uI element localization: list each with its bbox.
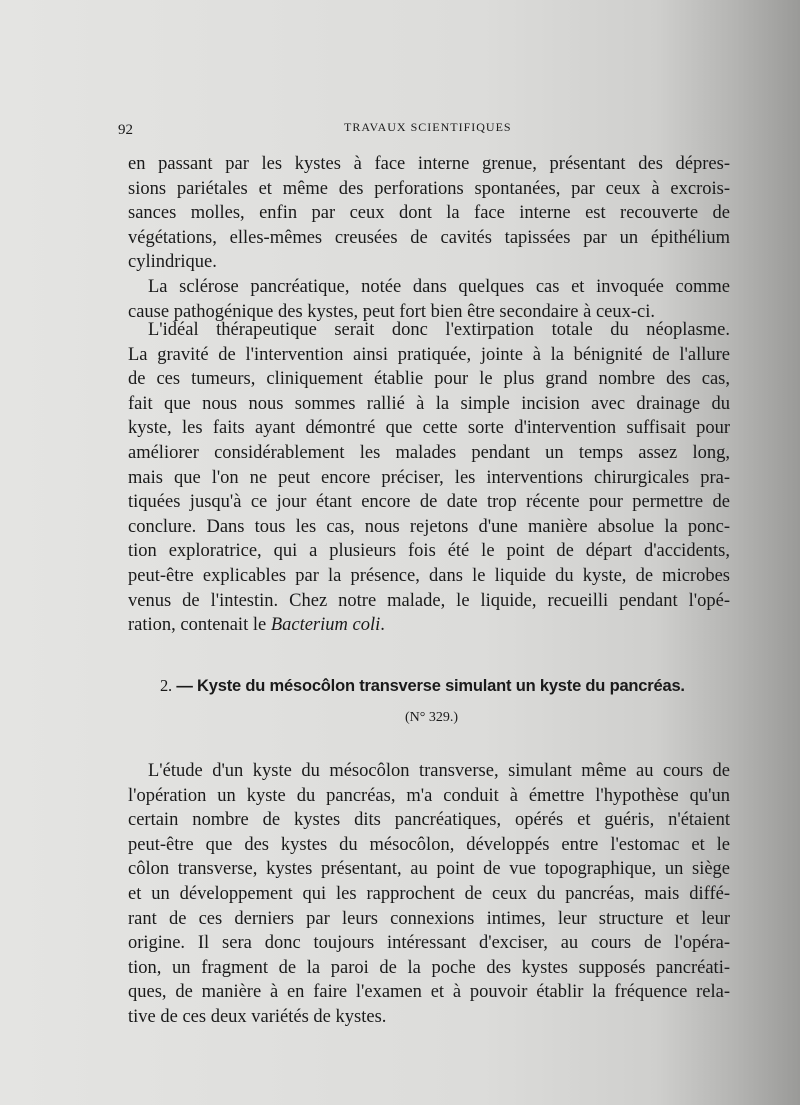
text-run: . bbox=[380, 615, 385, 636]
text-line: L'étude d'un kyste du mésocôlon transverse, simulant même au cours de bbox=[148, 761, 730, 781]
text-line: origine. Il sera donc toujours intéressant d'exciser, au cours de l'opéra- bbox=[128, 933, 730, 954]
text-line: conclure. Dans tous les cas, nous rejetons d'une manière absolue la ponc- bbox=[128, 516, 730, 537]
text-line: venus de l'intestin. Chez notre malade, le liquide, recueilli pendant l'opé- bbox=[128, 590, 730, 611]
section-title: — Kyste du mésocôlon transverse simulant un kyste du pancréas. bbox=[176, 677, 685, 695]
text-line: l'opération un kyste du pancréas, m'a conduit à émettre l'hypothèse qu'un bbox=[128, 785, 730, 806]
text-line: ques, de manière à en faire l'examen et à pouvoir établir la fréquence rela- bbox=[128, 982, 730, 1003]
text-line: rant de ces derniers par leurs connexions intimes, leur structure et leur bbox=[128, 908, 730, 929]
text-line: peut-être que des kystes du mésocôlon, développés entre l'estomac et le bbox=[128, 834, 730, 855]
text-line: tive de ces deux variétés de kystes. bbox=[128, 1006, 387, 1027]
text-line: et un développement qui les rapprochent de ceux du pancréas, mais diffé- bbox=[128, 883, 730, 904]
text-line: certain nombre de kystes dits pancréatiques, opérés et guéris, n'étaient bbox=[128, 810, 730, 831]
text-line: kyste, les faits ayant démontré que cette sorte d'intervention suffisait pour bbox=[128, 418, 730, 439]
paragraph-sclerosis bbox=[128, 275, 730, 324]
text-run: ration, contenait le bbox=[128, 615, 271, 636]
paragraph-therapeutic bbox=[128, 318, 730, 638]
text-line: cause pathogénique des kystes, peut fort bien être secondaire à ceux-ci. bbox=[128, 301, 656, 322]
paragraph-mesocolon bbox=[128, 759, 730, 1030]
text-line: cylindrique. bbox=[128, 252, 217, 273]
text-line: de ces tumeurs, cliniquement établie pour le plus grand nombre des cas, bbox=[128, 369, 730, 390]
section-heading bbox=[160, 676, 685, 696]
reference-number: (N° 329.) bbox=[405, 710, 459, 725]
italic-term: Bacterium coli bbox=[270, 615, 381, 636]
text-line: fait que nous nous sommes rallié à la simple incision avec drainage du bbox=[128, 393, 730, 414]
text-line: tiquées jusqu'à ce jour étant encore de date trop récente pour permettre de bbox=[128, 492, 730, 513]
text-line: sances molles, enfin par ceux dont la face interne est recouverte de bbox=[128, 203, 730, 224]
text-line: améliorer considérablement les malades pendant un temps assez long, bbox=[128, 442, 730, 463]
text-line bbox=[128, 613, 730, 638]
page-number: 92 bbox=[118, 122, 133, 138]
running-head: TRAVAUX SCIENTIFIQUES bbox=[344, 120, 512, 134]
text-line: peut-être explicables par la présence, dans le liquide du kyste, de microbes bbox=[128, 565, 730, 586]
text-line: sions pariétales et même des perforations spontanées, par ceux à excrois- bbox=[128, 178, 730, 199]
text-line: La sclérose pancréatique, notée dans quelques cas et invoquée comme bbox=[148, 277, 730, 297]
text-line: La gravité de l'intervention ainsi pratiquée, jointe à la bénignité de l'allure bbox=[128, 344, 730, 365]
text-line: côlon transverse, kystes présentant, au point de vue topographique, un siège bbox=[128, 859, 730, 880]
text-line: L'idéal thérapeutique serait donc l'extirpation totale du néoplasme. bbox=[148, 320, 730, 340]
text-line: végétations, elles-mêmes creusées de cavités tapissées par un épithélium bbox=[128, 227, 730, 248]
text-line: mais que l'on ne peut encore préciser, les interventions chirurgicales pra- bbox=[128, 467, 730, 488]
text-line: tion exploratrice, qui a plusieurs fois été le point de départ d'accidents, bbox=[128, 541, 730, 562]
text-line: tion, un fragment de la paroi de la poche des kystes supposés pancréati- bbox=[128, 957, 730, 978]
paragraph-continuation bbox=[128, 152, 730, 275]
section-number: 2. bbox=[160, 676, 172, 695]
text-line: en passant par les kystes à face interne grenue, présentant des dépres- bbox=[128, 154, 730, 174]
